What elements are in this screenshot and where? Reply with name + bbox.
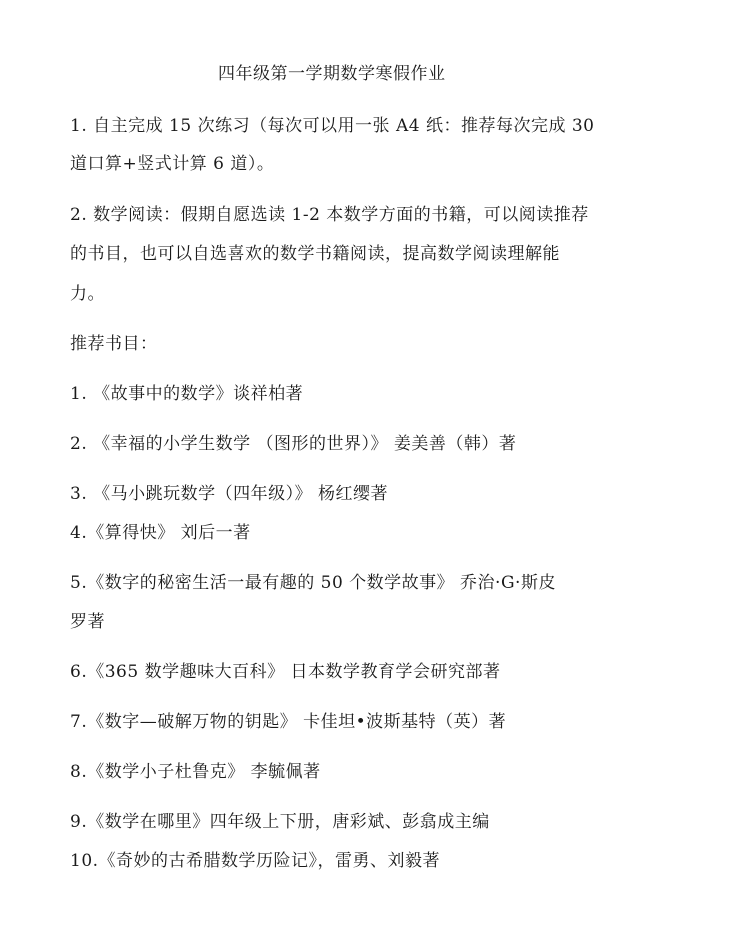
book-item: 2. 《幸福的小学生数学 （图形的世界）》 姜美善（韩）著 [70, 434, 517, 454]
item-2-line-1: 2. 数学阅读：假期自愿选读 1-2 本数学方面的书籍，可以阅读推荐 [70, 205, 589, 225]
book-item: 7.《数字—破解万物的钥匙》 卡佳坦•波斯基特（英）著 [70, 712, 507, 732]
book-item: 5.《数字的秘密生活一最有趣的 50 个数学故事》 乔治·G·斯皮 [70, 573, 556, 593]
book-item: 9.《数学在哪里》四年级上下册，唐彩斌、彭翕成主编 [70, 812, 490, 832]
item-2-line-3: 力。 [70, 284, 105, 304]
book-item: 8.《数学小子杜鲁克》 李毓佩著 [70, 762, 321, 782]
book-item: 6.《365 数学趣味大百科》 日本数学教育学会研究部著 [70, 662, 501, 682]
book-item: 10.《奇妙的古希腊数学历险记》，雷勇、刘毅著 [70, 851, 441, 871]
book-item-continuation: 罗著 [70, 612, 105, 632]
recommended-books-heading: 推荐书目： [70, 334, 158, 354]
item-1-line-2: 道口算+竖式计算 6 道）。 [70, 154, 275, 174]
book-item: 4.《算得快》 刘后一著 [70, 523, 251, 543]
item-1-line-1: 1. 自主完成 15 次练习（每次可以用一张 A4 纸：推荐每次完成 30 [70, 116, 595, 136]
book-item: 1. 《故事中的数学》谈祥柏著 [70, 384, 304, 404]
book-item: 3. 《马小跳玩数学（四年级）》 杨红缨著 [70, 484, 389, 504]
document-title: 四年级第一学期数学寒假作业 [218, 64, 446, 84]
item-2-line-2: 的书目，也可以自选喜欢的数学书籍阅读，提高数学阅读理解能 [70, 244, 560, 264]
